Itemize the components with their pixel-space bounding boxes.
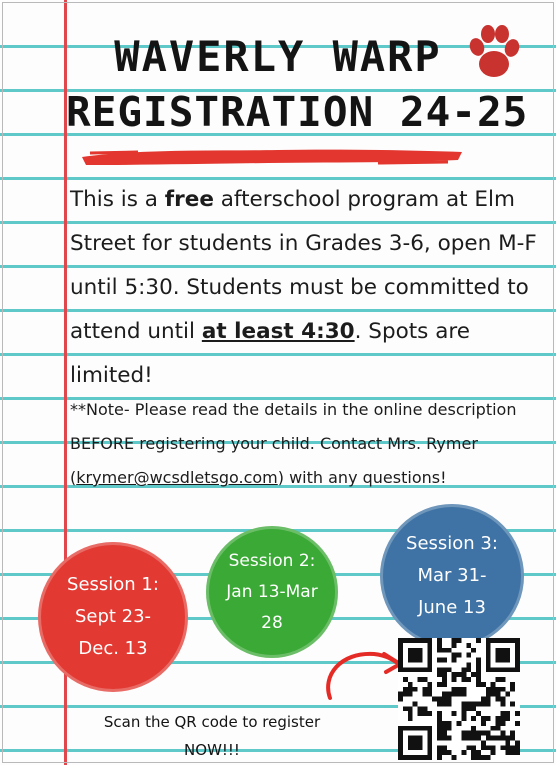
contact-email-link[interactable]: krymer@wcsdletsgo.com [76, 468, 278, 487]
intro-text-middle: afterschool program at Elm Street for students in Grades 3-6, open M-F until 5:30. Students must be committed to attend until [70, 187, 537, 344]
session-2-dates-line-1: Jan 13-Mar [226, 581, 318, 602]
note-text-end: ) with any questions! [277, 468, 447, 487]
intro-text-end: . Spots are limited! [70, 319, 470, 388]
scan-line-1: Scan the QR code to register [103, 713, 321, 731]
registration-note [70, 393, 550, 495]
free-emphasis: free [164, 187, 214, 212]
intro-text-start: This is a [70, 187, 165, 212]
note-text-start: **Note- Please read the details in the online description BEFORE registering your child. Contact Mrs. Rymer ( [70, 400, 517, 487]
paw-print-icon [466, 22, 522, 82]
session-3-label: Session 3: [406, 533, 498, 554]
session-1-dates-line-1: Sept 23- [74, 606, 152, 627]
scan-instructions [62, 708, 362, 764]
title-line-1: WAVERLY WARP [114, 32, 442, 81]
session-3-dates-line-1: Mar 31- [417, 565, 487, 586]
session-1-label: Session 1: [67, 574, 159, 595]
title-line-2: REGISTRATION 24-25 [66, 88, 529, 136]
session-2-dates-line-2: 28 [261, 612, 283, 633]
attendance-emphasis: at least 4:30 [201, 319, 355, 344]
session-2-badge [206, 526, 338, 658]
brush-stroke-underline [78, 143, 466, 169]
session-3-badge [380, 504, 524, 648]
session-3-dates-line-2: June 13 [418, 597, 486, 618]
program-description [70, 178, 550, 398]
session-2-label: Session 2: [228, 550, 316, 571]
qr-code-icon[interactable] [398, 638, 520, 760]
session-1-badge [38, 542, 188, 692]
session-1-dates-line-2: Dec. 13 [78, 638, 148, 659]
scan-line-2: NOW!!! [184, 741, 240, 759]
